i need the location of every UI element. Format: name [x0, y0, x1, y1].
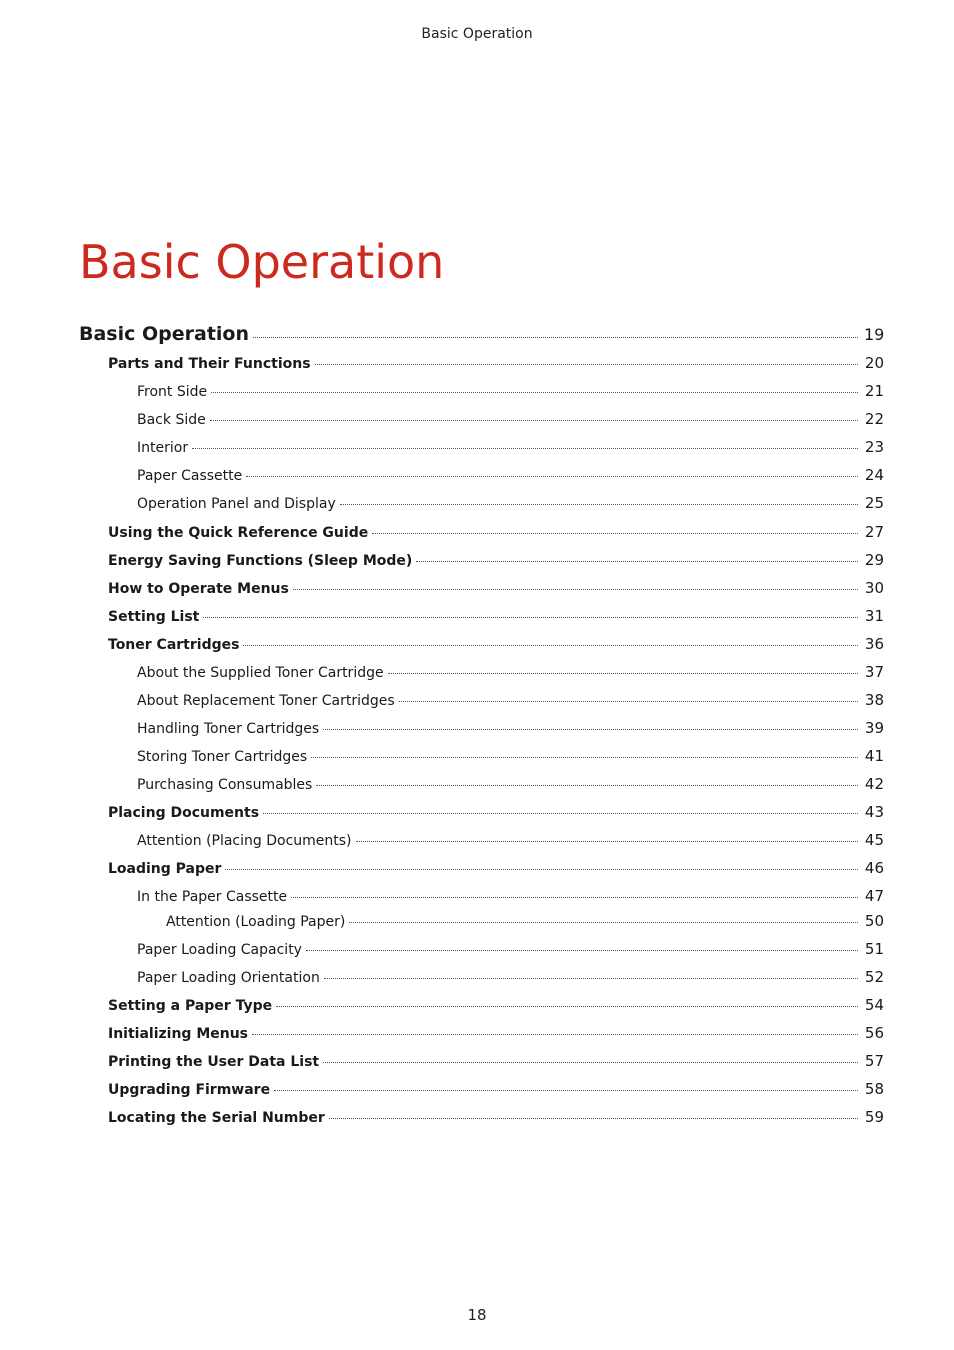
toc-entry[interactable]	[166, 912, 884, 930]
toc-leader-dots	[246, 476, 858, 477]
toc-entry-page: 27	[864, 523, 884, 541]
toc-entry[interactable]	[137, 831, 884, 849]
toc-entry[interactable]	[137, 719, 884, 737]
toc-entry-page: 20	[864, 354, 884, 372]
toc-entry-label: Setting a Paper Type	[108, 998, 273, 1014]
toc-leader-dots	[276, 1006, 858, 1007]
toc-entry-page: 54	[864, 996, 884, 1014]
toc-entry-page: 24	[864, 466, 884, 484]
toc-leader-dots	[324, 978, 858, 979]
toc-leader-dots	[316, 785, 858, 786]
toc-leader-dots	[252, 1034, 858, 1035]
toc-entry-label: Printing the User Data List	[108, 1054, 320, 1070]
toc-entry-label: Attention (Loading Paper)	[166, 914, 346, 930]
toc-entry[interactable]	[108, 803, 884, 821]
toc-entry-page: 36	[864, 635, 884, 653]
toc-entry-label: Back Side	[137, 412, 206, 428]
toc-entry[interactable]	[137, 438, 884, 456]
toc-entry-page: 47	[864, 887, 884, 905]
toc-leader-dots	[243, 645, 858, 646]
toc-leader-dots	[349, 922, 858, 923]
toc-leader-dots	[329, 1118, 858, 1119]
toc-entry-label: Operation Panel and Display	[137, 496, 336, 512]
toc-entry[interactable]	[137, 747, 884, 765]
running-header: Basic Operation	[421, 26, 533, 42]
toc-entry-label: Using the Quick Reference Guide	[108, 525, 369, 541]
toc-entry-page: 31	[864, 607, 884, 625]
toc-entry[interactable]	[108, 1024, 884, 1042]
toc-entry[interactable]	[108, 996, 884, 1014]
toc-leader-dots	[306, 950, 858, 951]
toc-leader-dots	[291, 897, 858, 898]
toc-entry-page: 56	[864, 1024, 884, 1042]
toc-entry-label: How to Operate Menus	[108, 581, 289, 597]
toc-entry-label: Locating the Serial Number	[108, 1110, 325, 1126]
toc-entry-label: Placing Documents	[108, 805, 260, 821]
toc-leader-dots	[323, 1062, 858, 1063]
toc-entry-label: Attention (Placing Documents)	[137, 833, 352, 849]
toc-leader-dots	[372, 533, 858, 534]
toc-entry[interactable]	[108, 635, 884, 653]
toc-leader-dots	[323, 729, 858, 730]
toc-entry[interactable]	[108, 354, 884, 372]
chapter-title: Basic Operation	[79, 235, 445, 289]
toc-entry-label: Upgrading Firmware	[108, 1082, 271, 1098]
toc-entry[interactable]	[137, 410, 884, 428]
toc-entry-label: Toner Cartridges	[108, 637, 240, 653]
toc-entry-page: 46	[864, 859, 884, 877]
toc-entry-page: 45	[864, 831, 884, 849]
toc-leader-dots	[192, 448, 858, 449]
toc-entry-page: 43	[864, 803, 884, 821]
toc-leader-dots	[416, 561, 858, 562]
toc-entry[interactable]	[108, 551, 884, 569]
toc-entry-page: 22	[864, 410, 884, 428]
toc-leader-dots	[340, 504, 858, 505]
toc-entry[interactable]	[79, 323, 884, 345]
toc-entry-page: 37	[864, 663, 884, 681]
toc-entry[interactable]	[108, 523, 884, 541]
toc-leader-dots	[211, 392, 858, 393]
toc-entry-page: 51	[864, 940, 884, 958]
toc-leader-dots	[356, 841, 858, 842]
toc-entry-page: 23	[864, 438, 884, 456]
toc-leader-dots	[399, 701, 858, 702]
toc-entry-label: Purchasing Consumables	[137, 777, 313, 793]
toc-leader-dots	[225, 869, 858, 870]
toc-entry-label: In the Paper Cassette	[137, 889, 288, 905]
toc-entry[interactable]	[108, 1052, 884, 1070]
toc-entry-label: Front Side	[137, 384, 208, 400]
toc-entry-page: 39	[864, 719, 884, 737]
toc-entry[interactable]	[137, 968, 884, 986]
toc-entry-label: Storing Toner Cartridges	[137, 749, 308, 765]
toc-entry[interactable]	[108, 1080, 884, 1098]
toc-entry-page: 42	[864, 775, 884, 793]
toc-entry-page: 58	[864, 1080, 884, 1098]
toc-leader-dots	[388, 673, 858, 674]
toc-leader-dots	[263, 813, 858, 814]
toc-entry-label: About Replacement Toner Cartridges	[137, 693, 395, 709]
toc-entry-label: Handling Toner Cartridges	[137, 721, 320, 737]
toc-entry[interactable]	[108, 859, 884, 877]
toc-entry[interactable]	[137, 494, 884, 512]
toc-entry[interactable]	[137, 887, 884, 905]
toc-entry-label: Initializing Menus	[108, 1026, 249, 1042]
toc-entry-label: Basic Operation	[79, 323, 250, 345]
toc-entry[interactable]	[108, 607, 884, 625]
toc-entry[interactable]	[137, 940, 884, 958]
toc-leader-dots	[311, 757, 858, 758]
toc-entry[interactable]	[108, 1108, 884, 1126]
toc-entry[interactable]	[137, 663, 884, 681]
toc-entry-label: Loading Paper	[108, 861, 222, 877]
toc-entry-page: 41	[864, 747, 884, 765]
toc-entry-page: 57	[864, 1052, 884, 1070]
toc-entry-page: 38	[864, 691, 884, 709]
toc-entry-label: Paper Loading Orientation	[137, 970, 320, 986]
toc-entry[interactable]	[137, 382, 884, 400]
toc-entry-label: Setting List	[108, 609, 200, 625]
toc-leader-dots	[210, 420, 858, 421]
toc-entry-page: 21	[864, 382, 884, 400]
toc-entry-page: 19	[864, 325, 885, 344]
toc-entry-page: 29	[864, 551, 884, 569]
toc-entry-page: 59	[864, 1108, 884, 1126]
toc-entry-label: Paper Cassette	[137, 468, 243, 484]
toc-leader-dots	[293, 589, 858, 590]
toc-entry-page: 25	[864, 494, 884, 512]
toc-entry-page: 50	[864, 912, 884, 930]
toc-entry[interactable]	[108, 579, 884, 597]
toc-entry-label: Energy Saving Functions (Sleep Mode)	[108, 553, 413, 569]
toc-entry-label: Parts and Their Functions	[108, 356, 311, 372]
toc-entry[interactable]	[137, 775, 884, 793]
toc-leader-dots	[274, 1090, 858, 1091]
toc-entry-label: About the Supplied Toner Cartridge	[137, 665, 384, 681]
toc-leader-dots	[253, 337, 858, 338]
toc-entry[interactable]	[137, 691, 884, 709]
toc-entry-page: 30	[864, 579, 884, 597]
toc-entry-label: Paper Loading Capacity	[137, 942, 302, 958]
toc-leader-dots	[315, 364, 858, 365]
toc-entry[interactable]	[137, 466, 884, 484]
toc-entry-label: Interior	[137, 440, 189, 456]
page-number: 18	[467, 1306, 487, 1324]
toc-leader-dots	[203, 617, 858, 618]
toc-entry-page: 52	[864, 968, 884, 986]
